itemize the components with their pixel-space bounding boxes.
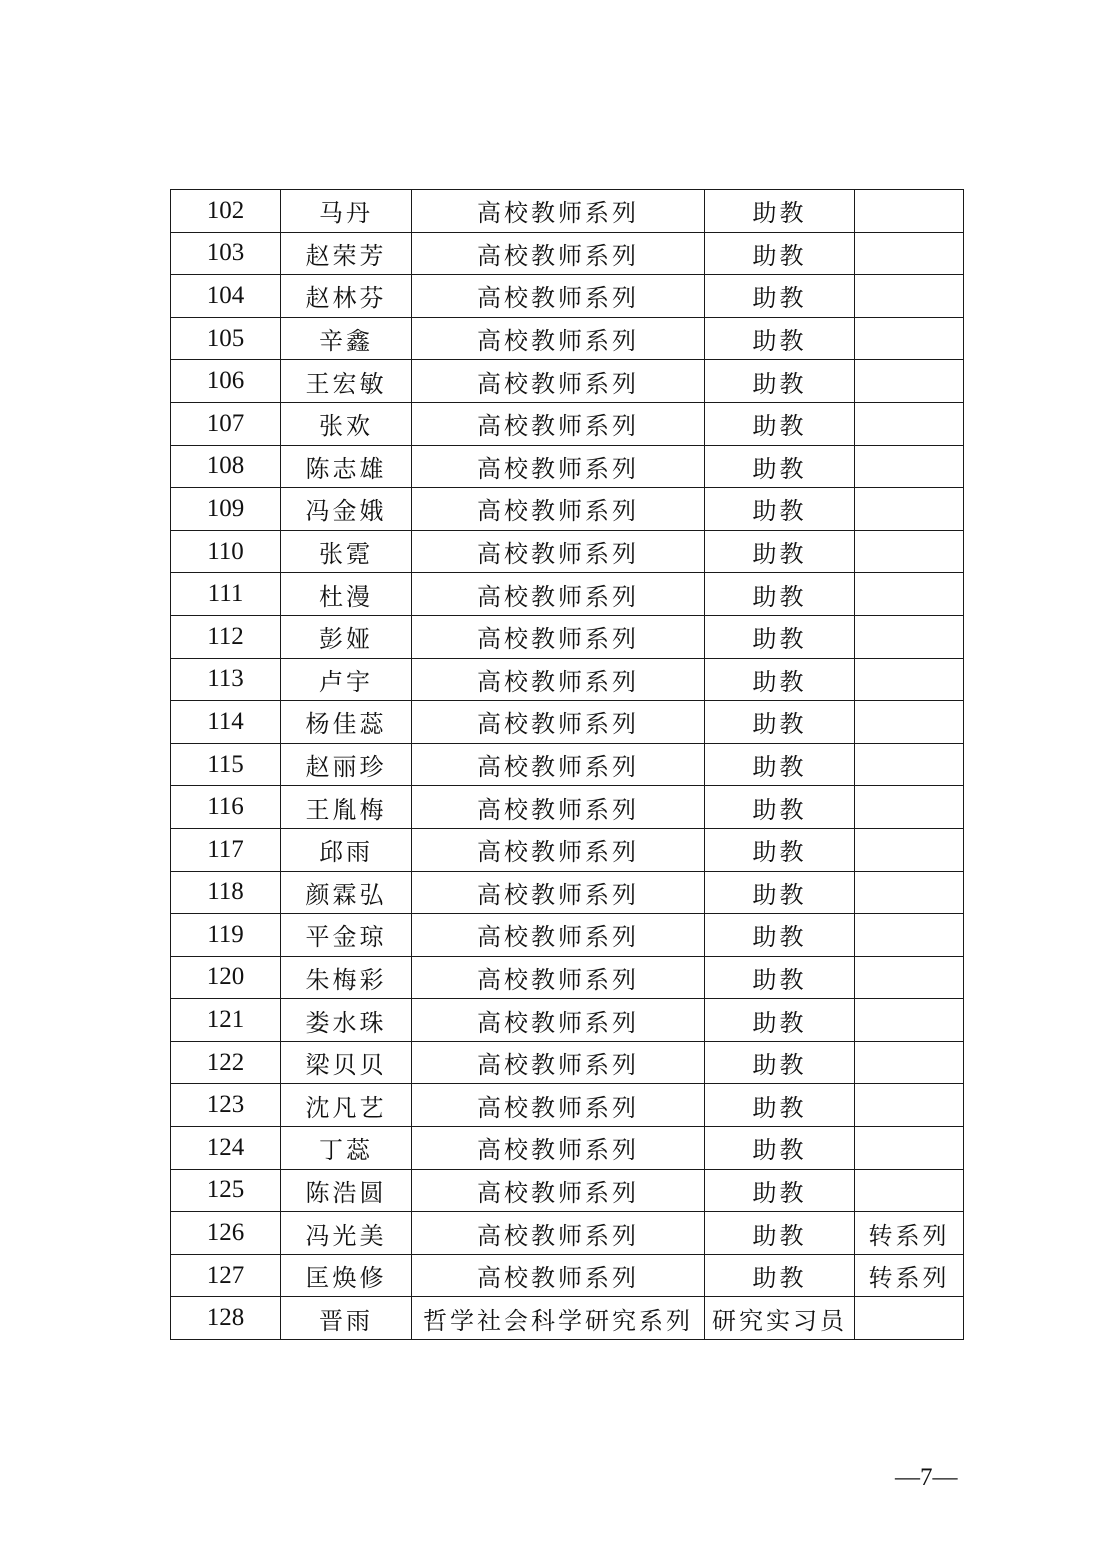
row-number-cell: 108 (171, 445, 281, 488)
title-cell: 助教 (705, 445, 855, 488)
note-cell (855, 1169, 964, 1212)
title-cell: 助教 (705, 914, 855, 957)
title-cell: 助教 (705, 999, 855, 1042)
name-cell: 杨佳蕊 (281, 701, 412, 744)
title-cell: 助教 (705, 317, 855, 360)
name-cell: 晋雨 (281, 1297, 412, 1340)
series-cell: 高校教师系列 (412, 317, 705, 360)
note-cell (855, 317, 964, 360)
series-cell: 高校教师系列 (412, 1169, 705, 1212)
row-number-cell: 122 (171, 1041, 281, 1084)
name-cell: 赵林芬 (281, 275, 412, 318)
row-number-cell: 112 (171, 615, 281, 658)
note-cell (855, 999, 964, 1042)
name-cell: 张欢 (281, 402, 412, 445)
note-cell (855, 530, 964, 573)
row-number-cell: 116 (171, 786, 281, 829)
note-cell: 转系列 (855, 1212, 964, 1255)
table-row (171, 1169, 964, 1212)
row-number-cell: 115 (171, 743, 281, 786)
series-cell: 高校教师系列 (412, 530, 705, 573)
table-row (171, 360, 964, 403)
name-cell: 陈浩圆 (281, 1169, 412, 1212)
name-cell: 赵丽珍 (281, 743, 412, 786)
table-row (171, 871, 964, 914)
name-cell: 陈志雄 (281, 445, 412, 488)
row-number-cell: 120 (171, 956, 281, 999)
name-cell: 冯光美 (281, 1212, 412, 1255)
title-cell: 助教 (705, 232, 855, 275)
title-cell: 助教 (705, 1127, 855, 1170)
name-cell: 赵荣芳 (281, 232, 412, 275)
title-cell: 助教 (705, 1254, 855, 1297)
name-cell: 丁蕊 (281, 1127, 412, 1170)
note-cell (855, 190, 964, 233)
row-number-cell: 119 (171, 914, 281, 957)
row-number-cell: 103 (171, 232, 281, 275)
title-cell: 助教 (705, 1041, 855, 1084)
name-cell: 卢宇 (281, 658, 412, 701)
row-number-cell: 104 (171, 275, 281, 318)
series-cell: 高校教师系列 (412, 743, 705, 786)
table-row (171, 488, 964, 531)
name-cell: 朱梅彩 (281, 956, 412, 999)
title-cell: 助教 (705, 658, 855, 701)
table-row (171, 1084, 964, 1127)
name-cell: 彭娅 (281, 615, 412, 658)
title-cell: 助教 (705, 786, 855, 829)
title-cell: 助教 (705, 956, 855, 999)
table-row (171, 190, 964, 233)
name-cell: 平金琼 (281, 914, 412, 957)
table-row (171, 1254, 964, 1297)
series-cell: 高校教师系列 (412, 1212, 705, 1255)
series-cell: 高校教师系列 (412, 1084, 705, 1127)
title-cell: 助教 (705, 743, 855, 786)
name-cell: 王胤梅 (281, 786, 412, 829)
name-cell: 颜霖弘 (281, 871, 412, 914)
series-cell: 高校教师系列 (412, 828, 705, 871)
row-number-cell: 126 (171, 1212, 281, 1255)
title-cell: 助教 (705, 615, 855, 658)
row-number-cell: 125 (171, 1169, 281, 1212)
table-row (171, 317, 964, 360)
name-cell: 张霓 (281, 530, 412, 573)
series-cell: 高校教师系列 (412, 275, 705, 318)
row-number-cell: 127 (171, 1254, 281, 1297)
table-row (171, 445, 964, 488)
row-number-cell: 105 (171, 317, 281, 360)
roster-table-body (171, 190, 964, 1340)
title-cell: 助教 (705, 402, 855, 445)
table-row (171, 402, 964, 445)
note-cell (855, 743, 964, 786)
title-cell: 助教 (705, 275, 855, 318)
row-number-cell: 128 (171, 1297, 281, 1340)
series-cell: 高校教师系列 (412, 914, 705, 957)
name-cell: 冯金娥 (281, 488, 412, 531)
table-row (171, 232, 964, 275)
table-row (171, 275, 964, 318)
series-cell: 高校教师系列 (412, 999, 705, 1042)
table-row (171, 701, 964, 744)
title-cell: 研究实习员 (705, 1297, 855, 1340)
series-cell: 高校教师系列 (412, 786, 705, 829)
table-row (171, 615, 964, 658)
table-row (171, 786, 964, 829)
title-cell: 助教 (705, 530, 855, 573)
note-cell (855, 828, 964, 871)
table-row (171, 1212, 964, 1255)
series-cell: 哲学社会科学研究系列 (412, 1297, 705, 1340)
note-cell (855, 232, 964, 275)
title-cell: 助教 (705, 360, 855, 403)
note-cell (855, 360, 964, 403)
table-row (171, 573, 964, 616)
title-cell: 助教 (705, 573, 855, 616)
row-number-cell: 117 (171, 828, 281, 871)
row-number-cell: 102 (171, 190, 281, 233)
note-cell (855, 1084, 964, 1127)
title-cell: 助教 (705, 190, 855, 233)
table-row (171, 1041, 964, 1084)
note-cell (855, 615, 964, 658)
name-cell: 王宏敏 (281, 360, 412, 403)
table-row (171, 956, 964, 999)
row-number-cell: 124 (171, 1127, 281, 1170)
row-number-cell: 118 (171, 871, 281, 914)
title-cell: 助教 (705, 1212, 855, 1255)
table-row (171, 530, 964, 573)
series-cell: 高校教师系列 (412, 1254, 705, 1297)
note-cell (855, 658, 964, 701)
series-cell: 高校教师系列 (412, 658, 705, 701)
series-cell: 高校教师系列 (412, 1041, 705, 1084)
row-number-cell: 106 (171, 360, 281, 403)
note-cell (855, 871, 964, 914)
name-cell: 邱雨 (281, 828, 412, 871)
name-cell: 匡焕修 (281, 1254, 412, 1297)
note-cell (855, 701, 964, 744)
note-cell (855, 956, 964, 999)
page-number: —7— (895, 1464, 958, 1491)
row-number-cell: 111 (171, 573, 281, 616)
table-row (171, 743, 964, 786)
table-row (171, 1127, 964, 1170)
series-cell: 高校教师系列 (412, 190, 705, 233)
series-cell: 高校教师系列 (412, 488, 705, 531)
row-number-cell: 109 (171, 488, 281, 531)
note-cell (855, 1041, 964, 1084)
series-cell: 高校教师系列 (412, 232, 705, 275)
name-cell: 梁贝贝 (281, 1041, 412, 1084)
title-cell: 助教 (705, 488, 855, 531)
note-cell (855, 445, 964, 488)
name-cell: 沈凡艺 (281, 1084, 412, 1127)
series-cell: 高校教师系列 (412, 573, 705, 616)
note-cell (855, 488, 964, 531)
title-cell: 助教 (705, 701, 855, 744)
name-cell: 杜漫 (281, 573, 412, 616)
name-cell: 娄水珠 (281, 999, 412, 1042)
note-cell: 转系列 (855, 1254, 964, 1297)
title-cell: 助教 (705, 871, 855, 914)
series-cell: 高校教师系列 (412, 445, 705, 488)
name-cell: 马丹 (281, 190, 412, 233)
note-cell (855, 914, 964, 957)
series-cell: 高校教师系列 (412, 615, 705, 658)
row-number-cell: 110 (171, 530, 281, 573)
title-cell: 助教 (705, 828, 855, 871)
table-row (171, 658, 964, 701)
title-cell: 助教 (705, 1169, 855, 1212)
table-row (171, 914, 964, 957)
row-number-cell: 113 (171, 658, 281, 701)
title-cell: 助教 (705, 1084, 855, 1127)
row-number-cell: 114 (171, 701, 281, 744)
series-cell: 高校教师系列 (412, 1127, 705, 1170)
note-cell (855, 1297, 964, 1340)
roster-table (170, 189, 964, 1340)
row-number-cell: 123 (171, 1084, 281, 1127)
note-cell (855, 402, 964, 445)
table-row (171, 828, 964, 871)
series-cell: 高校教师系列 (412, 360, 705, 403)
series-cell: 高校教师系列 (412, 701, 705, 744)
table-row (171, 999, 964, 1042)
name-cell: 辛鑫 (281, 317, 412, 360)
series-cell: 高校教师系列 (412, 402, 705, 445)
note-cell (855, 275, 964, 318)
row-number-cell: 107 (171, 402, 281, 445)
table-row (171, 1297, 964, 1340)
series-cell: 高校教师系列 (412, 871, 705, 914)
note-cell (855, 1127, 964, 1170)
series-cell: 高校教师系列 (412, 956, 705, 999)
row-number-cell: 121 (171, 999, 281, 1042)
note-cell (855, 786, 964, 829)
note-cell (855, 573, 964, 616)
